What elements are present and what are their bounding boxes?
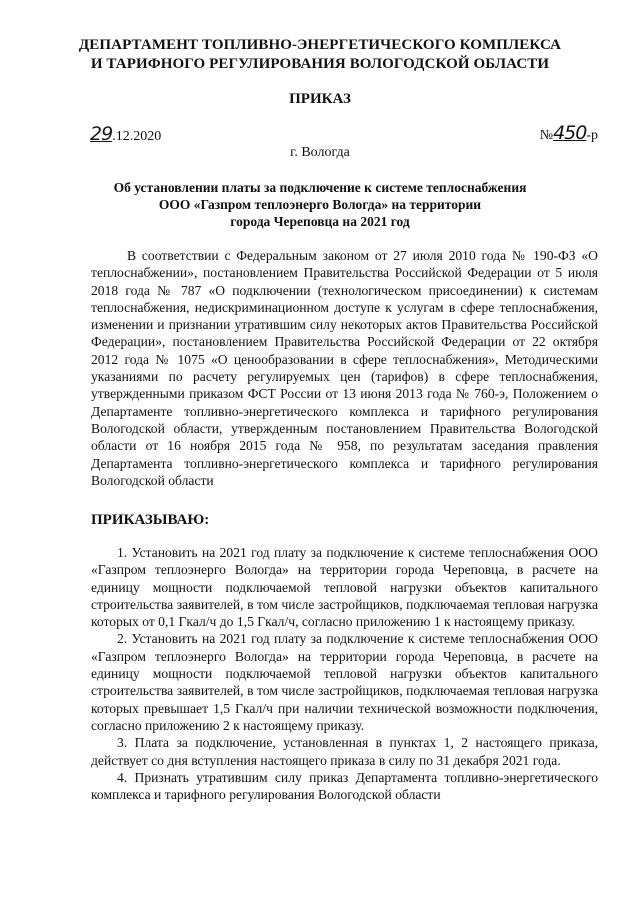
date-month-year: .12.2020 xyxy=(112,129,162,144)
order-item-4: 4. Признать утратившим силу приказ Департамента топливно-энергетического комплекса и тарифного регулирования Вологодской области xyxy=(91,769,598,803)
subject-line-1: Об установлении платы за подключение к системе теплоснабжения xyxy=(113,180,527,195)
number-suffix: -р xyxy=(586,128,598,143)
preamble xyxy=(91,247,598,489)
order-item-1: 1. Установить на 2021 год плату за подключение к системе теплоснабжения ООО «Газпром теплоэнерго Вологда» на территории города Череповца, в расчете на единицу мощности подключаемой тепловой нагрузки объектов капитального строительства заявителей, в том числе застройщиков, подключаемая тепловая нагрузка которых от 0,1 Гкал/ч до 1,5 Гкал/ч, согласно приложению 1 к настоящему приказу. xyxy=(91,545,598,630)
preamble-paragraph: В соответствии с Федеральным законом от 27 июля 2010 года № 190-ФЗ «О теплоснабжении», постановлением Правительства Российской Федерации от 5 июля 2018 года № 787 «О подключении (технологическом присоединении) к системам теплоснабжения, недискриминационном доступе к услугам в сфере теплоснабжения, изменении и признании утратившим силу некоторых актов Правительства Российской Федерации», постановлением Правительства Российской Федерации от 22 октября 2012 года № 1075 «О ценообразовании в сфере теплоснабжения», Методическими указаниями по расчету регулируемых цен (тарифов) в сфере теплоснабжения, утвержденными приказом ФСТ России от 13 июня 2013 года № 760-э, Положением о Департаменте топливно-энергетического комплекса и тарифного регулирования Вологодской области, утвержденным постановлением Правительства Вологодской области от 16 ноября 2015 года № 958, по результатам заседания правления Департамента топливно-энергетического комплекса и тарифного регулирования Вологодской области xyxy=(91,248,598,488)
department-header xyxy=(40,36,600,74)
department-line-1: ДЕПАРТАМЕНТ ТОПЛИВНО-ЭНЕРГЕТИЧЕСКОГО КОМПЛЕКСА xyxy=(78,37,562,53)
subject-line-3: города Череповца на 2021 год xyxy=(230,214,410,229)
order-number xyxy=(540,122,598,144)
order-item-2: 2. Установить на 2021 год плату за подключение к системе теплоснабжения ООО «Газпром теплоэнерго Вологда» на территории города Череповца, в расчете на единицу мощности подключаемой тепловой нагрузки объектов капитального строительства заявителей, в том числе застройщиков, подключаемая тепловая нагрузка которых превышает 1,5 Гкал/ч при наличии технической возможности подключения, согласно приложению 2 к настоящему приказу. xyxy=(91,631,598,733)
department-line-2: И ТАРИФНОГО РЕГУЛИРОВАНИЯ ВОЛОГОДСКОЙ ОБЛАСТИ xyxy=(90,56,550,72)
order-items xyxy=(91,544,598,803)
order-subject xyxy=(60,179,580,230)
decree-word: ПРИКАЗЫВАЮ: xyxy=(91,512,210,528)
number-prefix: № xyxy=(539,128,554,143)
order-item-3: 3. Плата за подключение, установленная в пунктах 1, 2 настоящего приказа, действует со дня вступления настоящего приказа в силу по 31 декабря 2021 года. xyxy=(91,735,598,768)
doc-type-title: ПРИКАЗ xyxy=(289,91,351,107)
subject-line-2: ООО «Газпром теплоэнерго Вологда» на территории xyxy=(158,197,482,212)
number-handwritten: 450 xyxy=(553,122,587,144)
order-date xyxy=(90,123,161,145)
city: г. Вологда xyxy=(290,145,350,160)
date-day-handwritten: 29 xyxy=(90,123,113,145)
